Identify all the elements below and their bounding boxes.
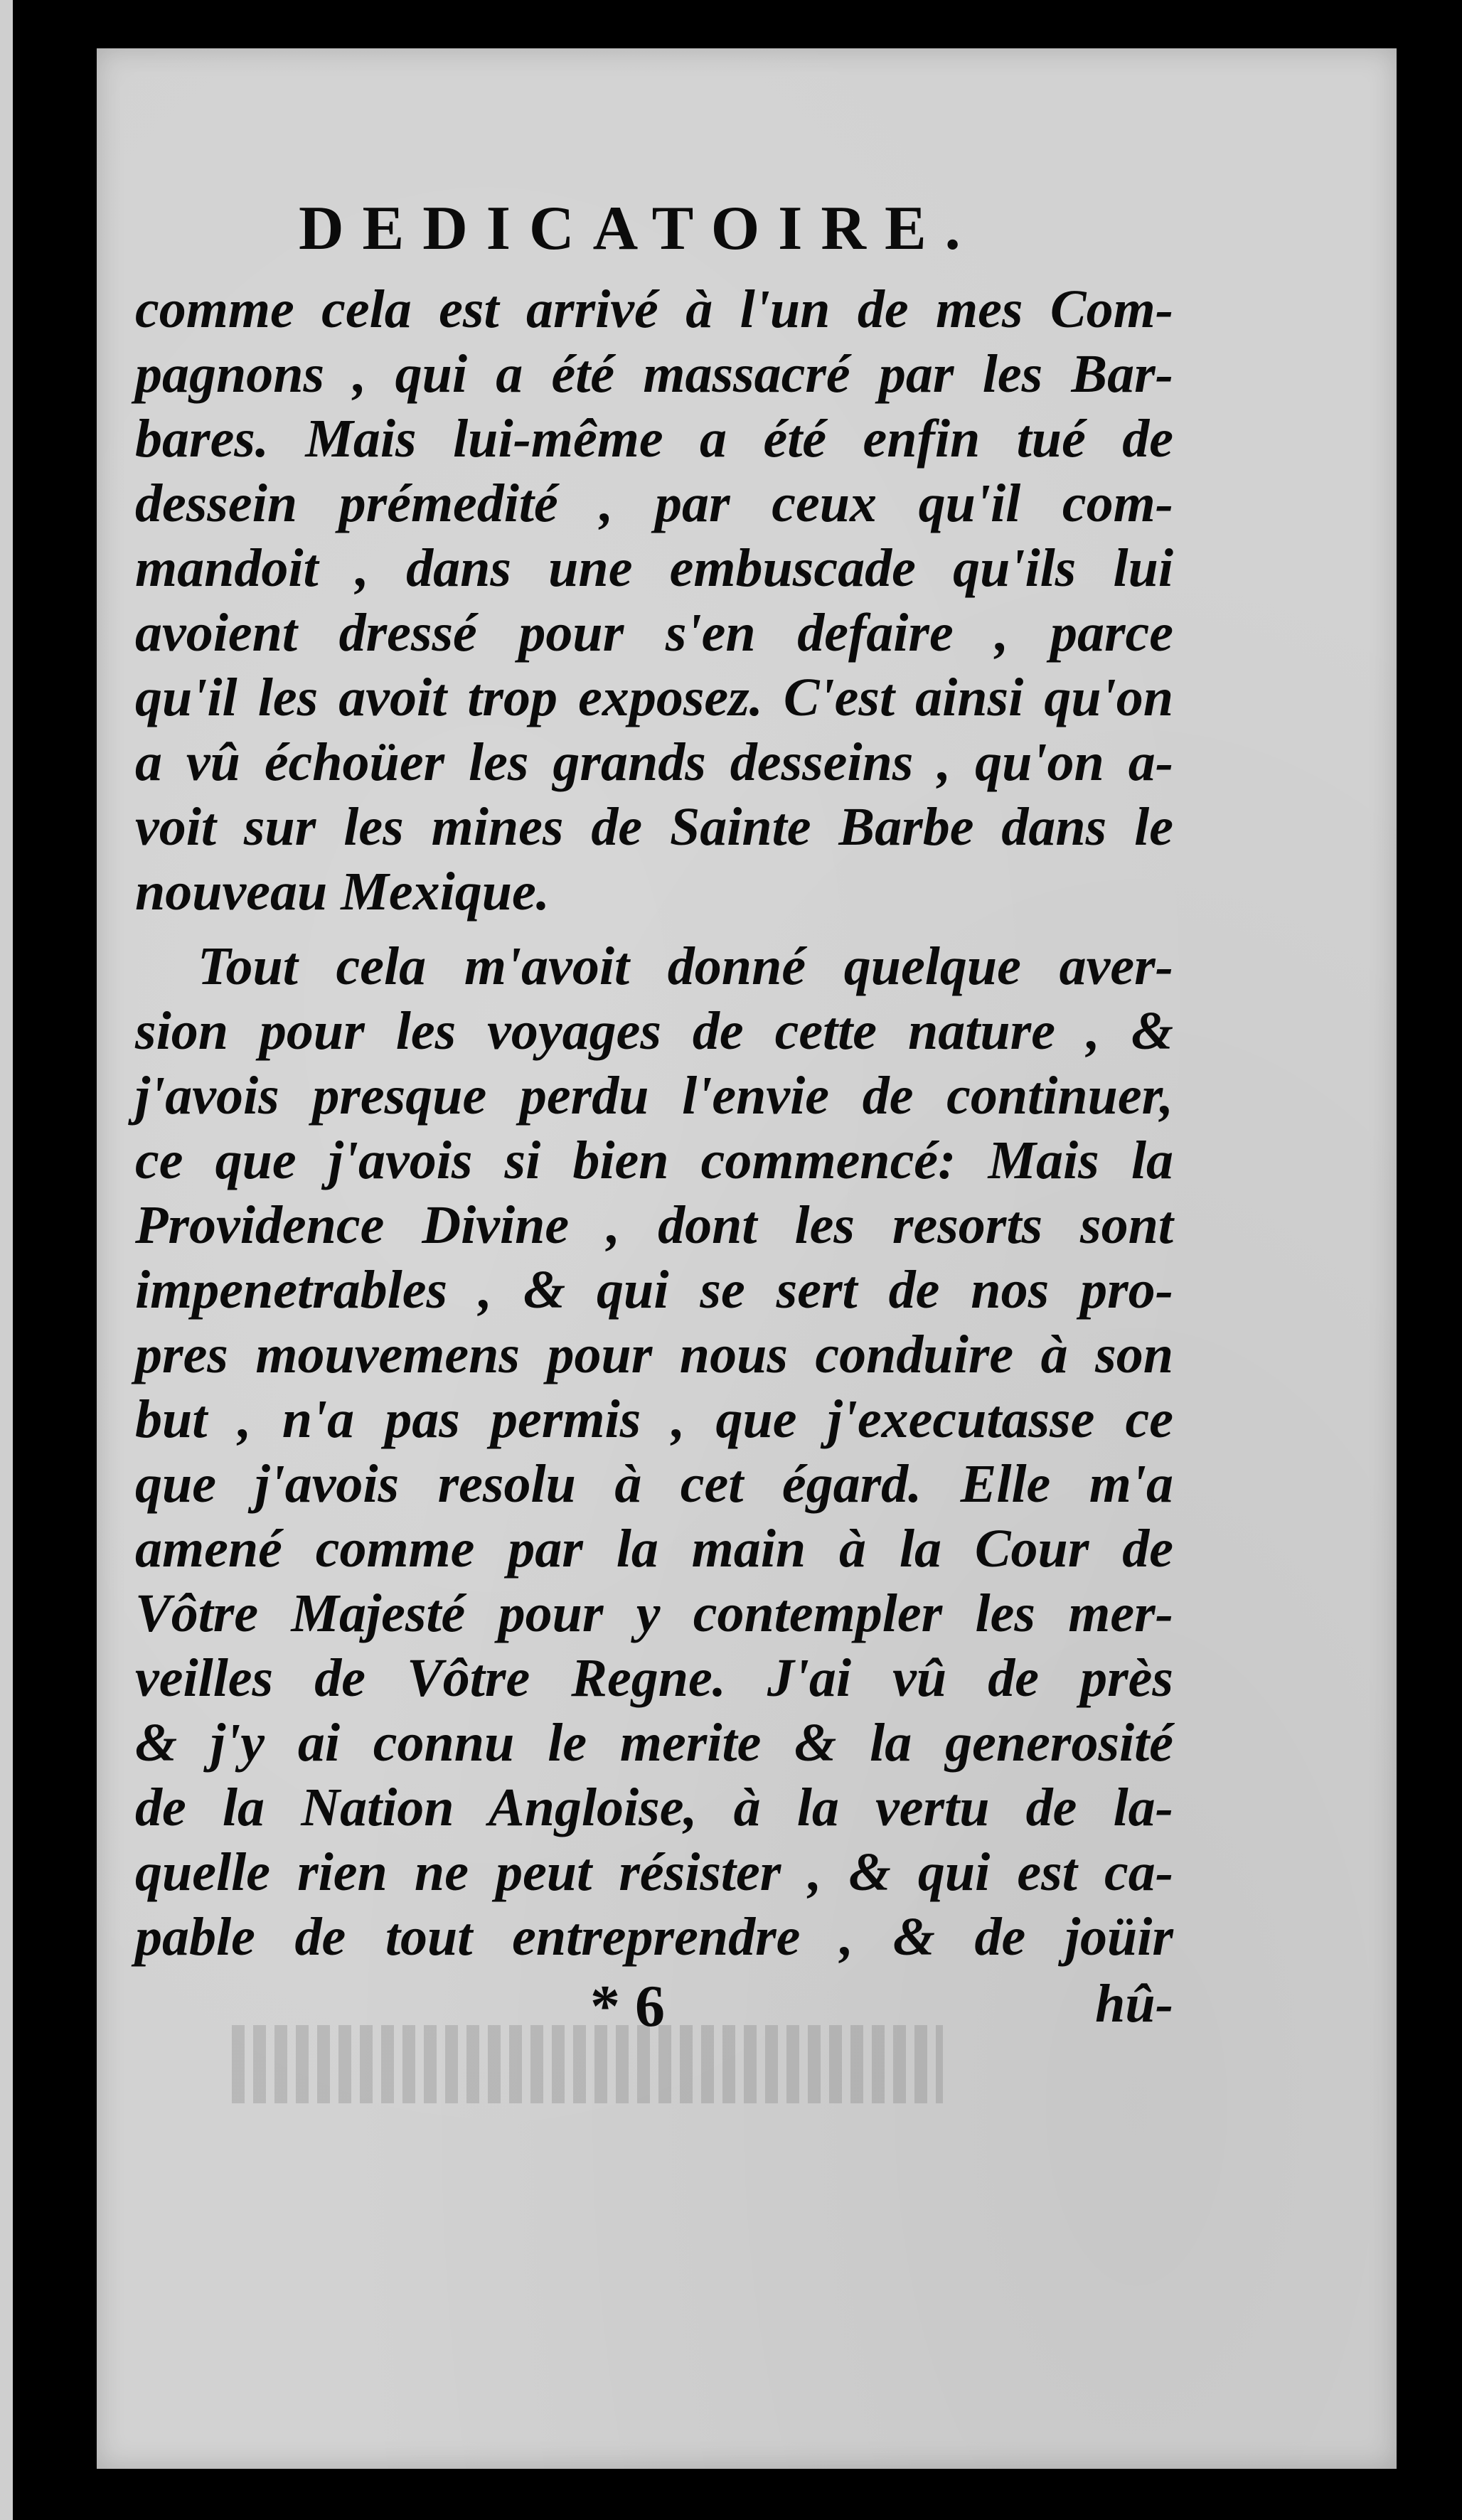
text-line: mandoit , dans une embuscade qu'ils lui [135, 538, 1173, 598]
text-line: Tout cela m'avoit donné quelque aver- [198, 936, 1173, 996]
adjacent-page-edge [0, 0, 13, 2520]
text-line: j'avois presque perdu l'envie de continuer, [135, 1066, 1173, 1126]
text-line: Providence Divine , dont les resorts sont [135, 1195, 1173, 1255]
page-footer [135, 1970, 1173, 2041]
text-line: que j'avois resolu à cet égard. Elle m'a [135, 1454, 1173, 1514]
text-line: avoient dressé pour s'en defaire , parce [135, 603, 1173, 663]
text-line: bares. Mais lui-même a été enfin tué de [135, 409, 1173, 469]
signature-mark: * 6 [590, 1973, 665, 2039]
text-line: & j'y ai connu le merite & la generosité [135, 1713, 1173, 1773]
text-line: qu'il les avoit trop exposez. C'est ainsi qu'on [135, 668, 1173, 727]
text-line: Vôtre Majesté pour y contempler les mer- [135, 1584, 1173, 1643]
page-text-block [135, 194, 1173, 2041]
book-page [97, 48, 1397, 2469]
text-line: quelle rien ne peut résister , & qui est ca- [135, 1842, 1173, 1902]
text-line: ce que j'avois si bien commencé: Mais la [135, 1131, 1173, 1190]
text-line: pres mouvemens pour nous conduire à son [135, 1325, 1173, 1384]
text-line: nouveau Mexique. [135, 862, 550, 922]
text-line: but , n'a pas permis , que j'executasse ce [135, 1389, 1173, 1449]
text-line: pable de tout entreprendre , & de joüir [135, 1907, 1173, 1967]
text-line: de la Nation Angloise, à la vertu de la- [135, 1778, 1173, 1837]
text-line: voit sur les mines de Sainte Barbe dans le [135, 797, 1173, 857]
text-line: comme cela est arrivé à l'un de mes Com- [135, 279, 1173, 339]
text-line: veilles de Vôtre Regne. J'ai vû de près [135, 1648, 1173, 1708]
text-line: amené comme par la main à la Cour de [135, 1519, 1173, 1579]
text-line: impenetrables , & qui se sert de nos pro- [135, 1260, 1173, 1320]
text-line: a vû échoüer les grands desseins , qu'on a- [135, 732, 1173, 792]
text-line: dessein prémedité , par ceux qu'il com- [135, 474, 1173, 533]
catchword: hû- [1095, 1974, 1173, 2034]
text-line: sion pour les voyages de cette nature , & [135, 1001, 1173, 1061]
running-head: DEDICATOIRE. [299, 194, 979, 263]
text-line: pagnons , qui a été massacré par les Bar- [135, 344, 1173, 404]
